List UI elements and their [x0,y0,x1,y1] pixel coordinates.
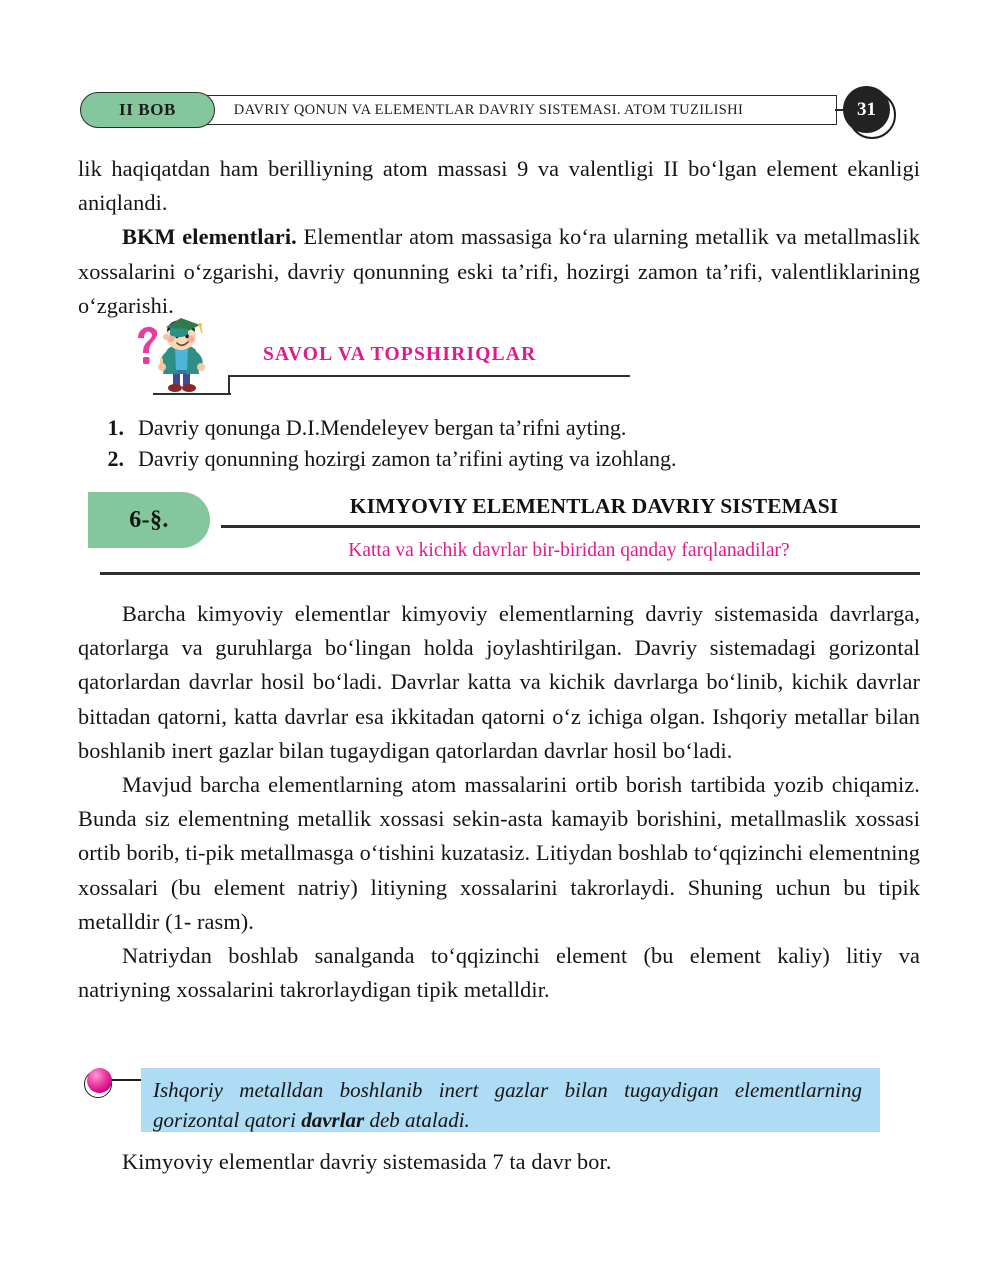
questions-rule-step [228,375,230,395]
section-rule-top [221,525,920,528]
section-paragraph-2: Mavjud barcha elementlarning atom massalarini ortib borish tartibida yozib chiqamiz. Bunda siz elementning metallik xossasi sekin-asta kamayib borishini, metallmaslik xossasi ortib borib, ti-pik metallmasga o‘tishini kuzatasiz. Litiydan boshlab to‘qqizinchi elementning xossalari (bu element natriy) litiyning xossalarini takrorlaydi. Shuning uchun bu tipik metalldir (1- rasm). [78,772,920,934]
section-paragraph-1: Barcha kimyoviy elementlar kimyoviy elementlarning davriy sistemasida davrlarga, qatorlarga va guruhlarga bo‘lingan holda joylashtirilgan. Davriy sistemadagi gorizontal qatorlardan davrlar hosil bo‘ladi. Davrlar katta va kichik davrlarga bo‘linib, kichik davrlar bittadan qatorni, katta davrlar esa ikkitadan qatorni o‘z ichiga olgan. Ishqoriy metallar bilan boshlanib inert gazlar bilan tugaydigan qatorlardan davrlar hosil bo‘ladi. [78,601,920,763]
section-paragraph-3: Natriydan boshlab sanalganda to‘qqizinchi element (bu element kaliy) litiy va natriyning xossalarini takrorlaydigan tipik metalldir. [78,943,920,1003]
question-text: Davriy qonunga D.I.Mendeleyev bergan ta’rifni ayting. [138,415,627,440]
definition-text-before: Ishqoriy metalldan boshlanib inert gazlar bilan tugaydigan elementlarning gorizontal qatori [153,1078,862,1132]
bullet-connector-line [108,1079,144,1081]
section-lead-question: Katta va kichik davrlar bir-biridan qanday farqlanadilar? [348,540,790,561]
questions-section-title: SAVOL VA TOPSHIRIQLAR [263,344,537,365]
question-number: 2. [107,446,124,471]
student-with-question-mark-icon [130,318,230,396]
paragraph-bkm-lead: BKM elementlari. [122,224,297,250]
closing-paragraph: Kimyoviy elementlar davriy sistemasida 7 ta davr bor. [122,1149,612,1174]
top-text-block [78,152,920,323]
definition-term: davrlar [301,1108,365,1132]
bullet-sphere [87,1068,112,1093]
definition-text-after: deb ataladi. [364,1108,470,1132]
list-item [78,443,920,474]
paragraph-bkm [78,220,920,323]
running-header [80,92,915,130]
section-number-label: 6-§. [129,506,169,533]
page-number-marker [838,86,908,142]
questions-list [78,412,920,474]
definition-callout [141,1068,880,1132]
questions-rule-lower [153,393,231,395]
chapter-badge-label: II BOB [119,100,176,119]
list-item [78,412,920,443]
header-title: DAVRIY QONUN VA ELEMENTLAR DAVRIY SISTEMASI. ATOM TUZILISHI [233,101,744,118]
question-number: 1. [107,415,124,440]
definition-text [153,1075,862,1135]
page-number: 31 [857,98,876,120]
section-rule-bottom [100,572,920,575]
page-number-circle [843,86,890,133]
section-heading-block [78,492,920,582]
section-body-text [78,597,920,1007]
section-number-badge [88,492,210,548]
questions-rule-upper [230,375,630,377]
closing-text-block [78,1145,920,1179]
paragraph-bkm-rest: Elementlar atom massasiga ko‘ra ularning metallik va metallmaslik xossalarini o‘zgarishi, davriy qonunning eski ta’rifi, hozirgi zamon ta’rifi, valentliklarining o‘zgarishi. [78,224,920,318]
header-title-bar [140,95,837,125]
question-text: Davriy qonunning hozirgi zamon ta’rifini ayting va izohlang. [138,446,677,471]
magenta-sphere-bullet-icon [84,1068,144,1100]
questions-section-header [78,318,920,398]
paragraph-continuation: lik haqiqatdan ham berilliyning atom massasi 9 va valentligi II bo‘lgan element ekanligi aniqlandi. [78,156,920,216]
chapter-badge [80,92,215,128]
section-title: KIMYOVIY ELEMENTLAR DAVRIY SISTEMASI [349,494,839,518]
